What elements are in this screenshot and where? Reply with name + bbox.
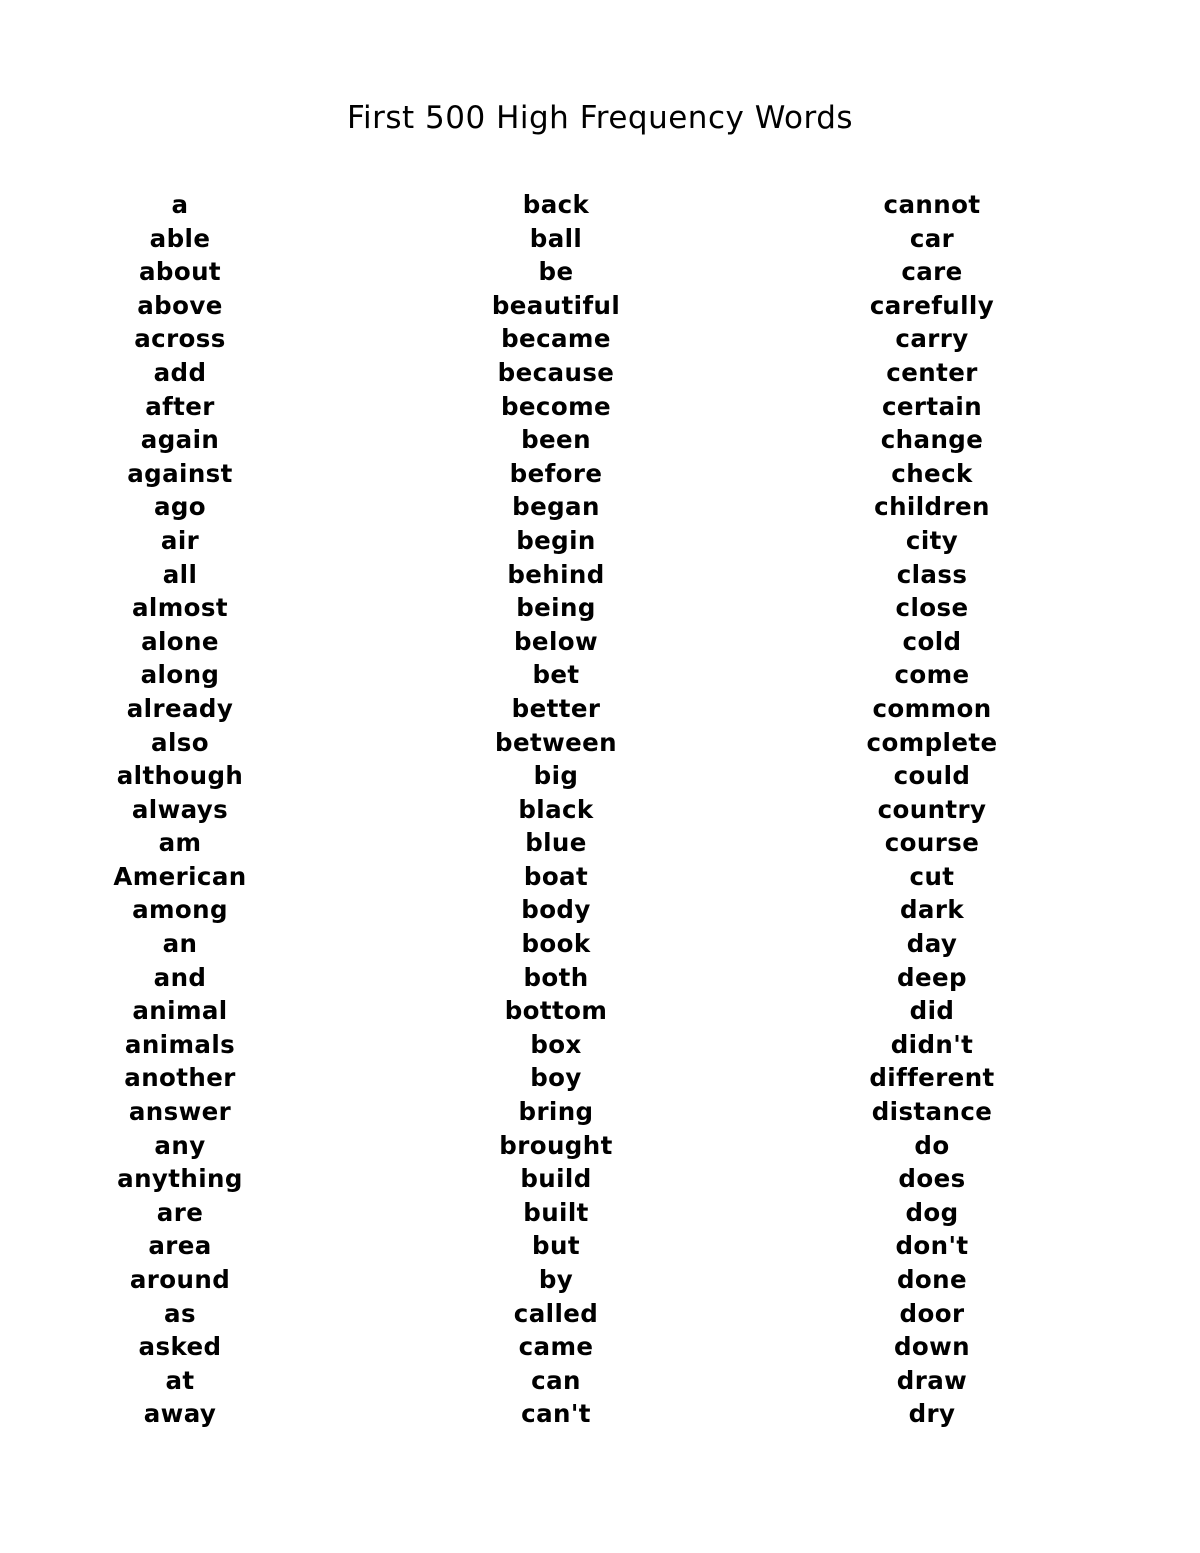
word-item: door xyxy=(899,1298,965,1328)
word-item: because xyxy=(497,357,615,387)
word-item: brought xyxy=(499,1130,613,1160)
word-item: came xyxy=(518,1332,594,1362)
word-item: already xyxy=(126,693,234,723)
word-item: care xyxy=(901,257,963,287)
word-item: after xyxy=(145,391,215,421)
word-item: again xyxy=(140,425,220,455)
word-item: been xyxy=(521,425,591,455)
word-column-1 xyxy=(30,188,330,1431)
word-item: always xyxy=(131,794,229,824)
word-item: common xyxy=(872,693,992,723)
word-item: anything xyxy=(117,1164,243,1194)
word-item: complete xyxy=(866,727,998,757)
word-item: below xyxy=(513,626,599,656)
word-item: deep xyxy=(897,962,967,992)
word-item: cannot xyxy=(883,190,981,219)
word-item: bottom xyxy=(504,996,608,1026)
word-item: ago xyxy=(153,492,207,522)
word-item: boat xyxy=(523,861,589,891)
word-item: away xyxy=(143,1399,217,1429)
word-item: cut xyxy=(909,861,955,891)
word-item: all xyxy=(162,559,198,589)
word-item: asked xyxy=(138,1332,222,1362)
word-item: dark xyxy=(899,895,965,925)
word-item: and xyxy=(153,962,207,992)
word-item: didn't xyxy=(890,1029,974,1059)
word-item: bet xyxy=(532,660,580,690)
word-item: an xyxy=(162,929,198,959)
word-item: built xyxy=(523,1197,589,1227)
word-item: behind xyxy=(507,559,605,589)
word-item: air xyxy=(160,525,200,555)
word-item: did xyxy=(909,996,955,1026)
word-column-2 xyxy=(406,188,706,1431)
word-item: car xyxy=(909,223,955,253)
word-item: boy xyxy=(530,1063,582,1093)
word-item: answer xyxy=(128,1097,232,1127)
word-item: almost xyxy=(132,593,228,623)
word-item: around xyxy=(129,1265,231,1294)
word-item: close xyxy=(895,593,969,623)
word-item: add xyxy=(153,357,207,387)
word-item: by xyxy=(538,1265,574,1294)
word-item: black xyxy=(518,794,594,824)
word-item: build xyxy=(520,1164,592,1194)
word-item: don't xyxy=(895,1231,969,1261)
word-item: does xyxy=(898,1164,966,1194)
word-item: ball xyxy=(529,223,583,253)
word-item: blue xyxy=(525,828,587,858)
word-item: course xyxy=(884,828,980,858)
word-item: center xyxy=(886,357,978,387)
word-item: book xyxy=(521,929,591,959)
word-item: change xyxy=(880,425,984,455)
word-item: class xyxy=(896,559,968,589)
word-item: area xyxy=(148,1231,212,1261)
word-item: along xyxy=(140,660,220,690)
word-item: above xyxy=(137,290,223,320)
word-item: can xyxy=(531,1365,581,1395)
word-item: American xyxy=(113,861,247,891)
word-item: alone xyxy=(141,626,219,656)
word-item: country xyxy=(877,794,987,824)
word-item: but xyxy=(532,1231,580,1261)
word-item: begin xyxy=(516,525,596,555)
word-item: also xyxy=(151,727,209,757)
word-item: began xyxy=(512,492,600,522)
word-item: back xyxy=(522,190,590,219)
word-item: dry xyxy=(908,1399,956,1429)
word-item: as xyxy=(164,1298,196,1328)
word-item: distance xyxy=(871,1097,993,1127)
word-item: bring xyxy=(518,1097,594,1127)
word-item: am xyxy=(158,828,202,858)
page-title: First 500 High Frequency Words xyxy=(346,100,854,136)
word-item: cold xyxy=(902,626,962,656)
word-item: called xyxy=(513,1298,599,1328)
word-item: animals xyxy=(124,1029,236,1059)
word-item: any xyxy=(154,1130,206,1160)
word-item: animal xyxy=(132,996,228,1026)
word-item: box xyxy=(530,1029,582,1059)
word-item: carry xyxy=(895,324,969,354)
word-item: can't xyxy=(521,1399,591,1429)
word-item: come xyxy=(894,660,970,690)
word-item: certain xyxy=(881,391,983,421)
word-item: became xyxy=(501,324,611,354)
word-item: about xyxy=(138,257,222,287)
word-column-3 xyxy=(782,188,1082,1431)
word-item: at xyxy=(165,1365,195,1395)
word-item: are xyxy=(156,1197,204,1227)
word-item: day xyxy=(906,929,958,959)
word-item: although xyxy=(116,761,244,791)
word-item: before xyxy=(509,458,603,488)
word-item: being xyxy=(516,593,596,623)
word-item: between xyxy=(495,727,617,757)
word-item: big xyxy=(533,761,579,791)
word-item: body xyxy=(521,895,591,925)
word-item: a xyxy=(171,190,189,219)
word-item: beautiful xyxy=(491,290,621,320)
word-item: able xyxy=(149,223,211,253)
word-item: check xyxy=(891,458,973,488)
word-item: among xyxy=(132,895,228,925)
word-item: across xyxy=(134,324,226,354)
word-item: done xyxy=(896,1265,968,1294)
word-item: could xyxy=(893,761,971,791)
word-item: carefully xyxy=(869,290,995,320)
word-item: become xyxy=(500,391,612,421)
word-item: dog xyxy=(905,1197,959,1227)
word-item: better xyxy=(511,693,601,723)
word-item: children xyxy=(874,492,990,522)
word-item: city xyxy=(905,525,959,555)
word-item: do xyxy=(914,1130,950,1160)
word-item: different xyxy=(869,1063,995,1093)
word-item: down xyxy=(893,1332,971,1362)
word-item: both xyxy=(523,962,589,992)
word-item: be xyxy=(538,257,574,287)
word-item: against xyxy=(127,458,233,488)
word-item: draw xyxy=(896,1365,968,1395)
word-item: another xyxy=(124,1063,236,1093)
